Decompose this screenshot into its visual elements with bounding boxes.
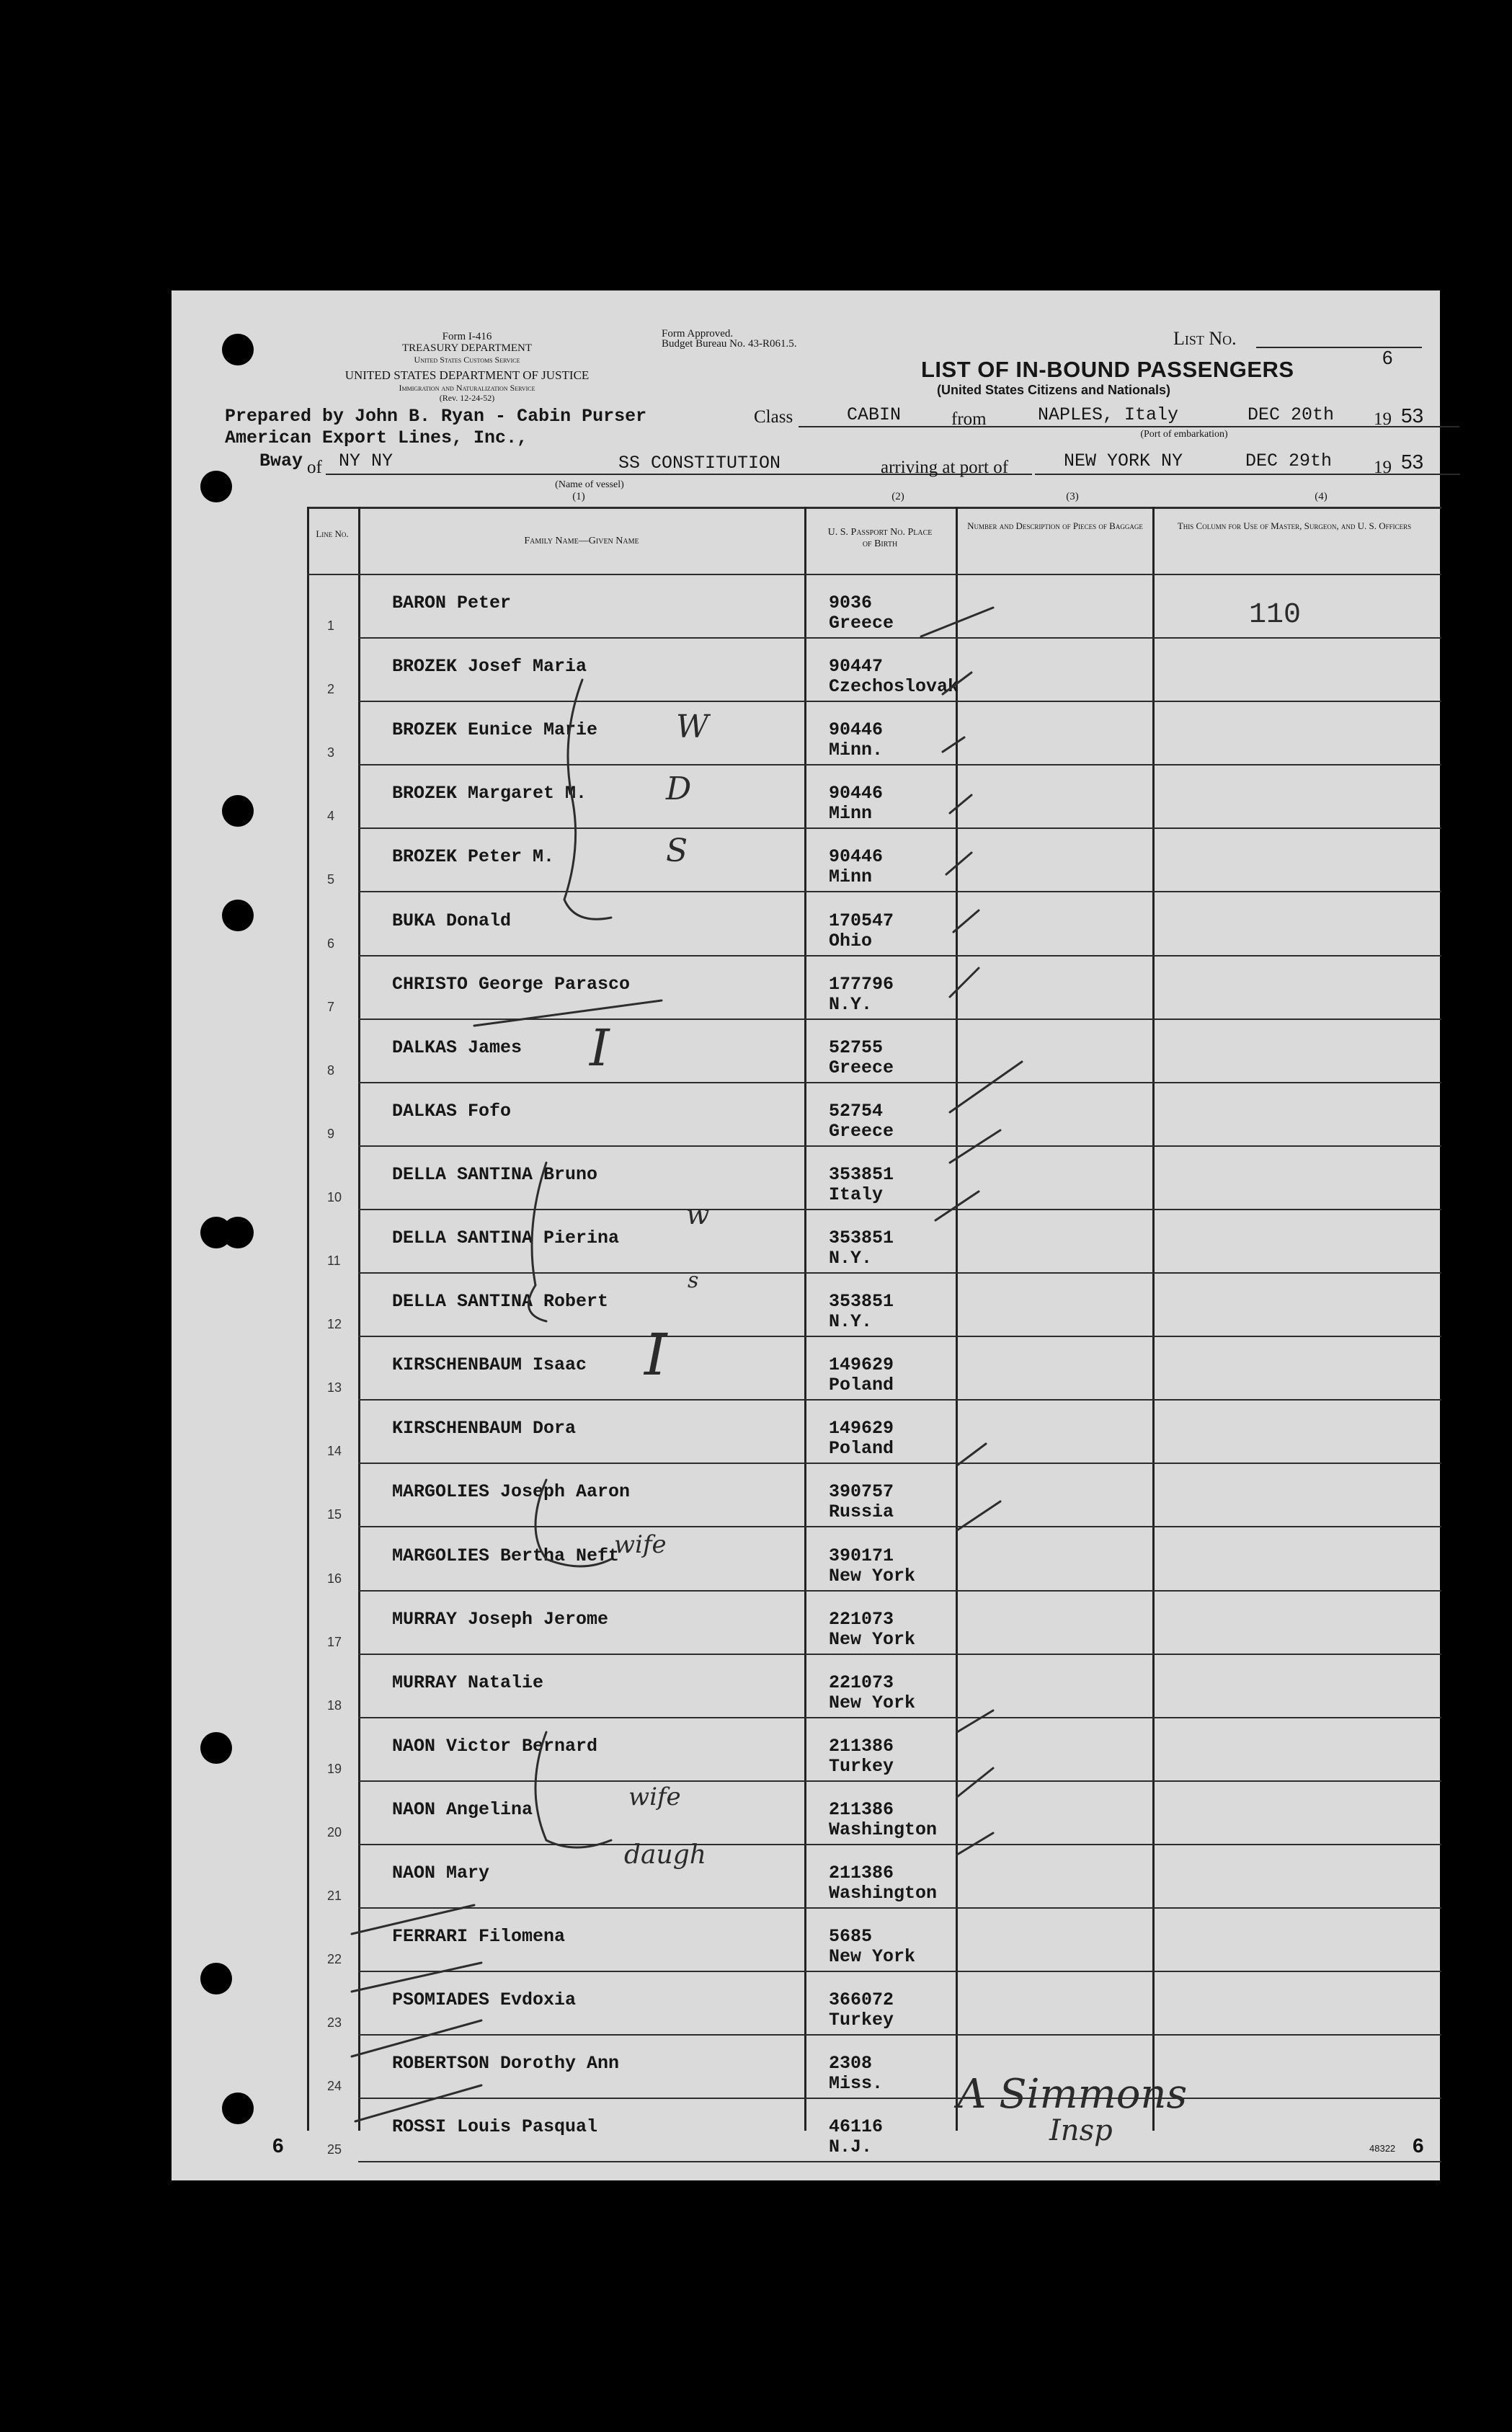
place-of-birth: Czechoslovak: [829, 676, 959, 698]
place-of-birth: N.J.: [829, 2136, 873, 2158]
place-of-birth: Minn.: [829, 740, 884, 761]
passenger-name: NAON Mary: [392, 1863, 490, 1883]
passport-number: 90446: [829, 719, 884, 741]
table-row: [307, 1083, 1441, 1147]
table-row: [307, 1210, 1441, 1274]
place-of-birth: New York: [829, 1946, 916, 1968]
relation-mark-s: S: [666, 833, 688, 869]
passport-number: 149629: [829, 1418, 894, 1439]
passenger-name: BUKA Donald: [392, 910, 512, 931]
list-no-underline: [1256, 347, 1422, 348]
prepared-by: Prepared by John B. Ryan - Cabin Purser: [225, 406, 647, 427]
line-number: 2: [327, 682, 335, 697]
passport-number: 9036: [829, 593, 873, 613]
line-number: 6: [327, 936, 335, 951]
place-of-birth: Miss.: [829, 2073, 884, 2095]
passport-number: 221073: [829, 1672, 894, 1693]
binder-hole: [222, 334, 254, 365]
table-row: [307, 829, 1441, 892]
relation-mark-d: D: [666, 771, 692, 807]
line-number: 5: [327, 872, 335, 887]
table-row: [307, 1972, 1441, 2036]
col-number-1: (1): [572, 491, 585, 502]
line-number: 7: [327, 999, 335, 1014]
form-revision: (Rev. 12-24-52): [439, 393, 495, 403]
line-number: 19: [327, 1761, 342, 1776]
line-number: 22: [327, 1952, 342, 1967]
line-number: 23: [327, 2015, 342, 2031]
justice-dept: UNITED STATES DEPARTMENT OF JUSTICE: [344, 368, 590, 382]
passport-number: 5685: [829, 1926, 873, 1948]
place-of-birth: New York: [829, 1628, 916, 1650]
table-row: [307, 1147, 1441, 1210]
line-number: 4: [327, 809, 335, 824]
passport-number: 390171: [829, 1545, 894, 1566]
col-number-3: (3): [1066, 491, 1079, 502]
footer-right-number: 6: [1413, 2134, 1424, 2157]
table-row: [307, 1528, 1441, 1592]
binder-hole: [200, 1217, 232, 1248]
binder-hole: [222, 2093, 254, 2124]
line-number: 11: [327, 1253, 341, 1268]
passport-number: 366072: [829, 1989, 894, 2011]
passenger-name: MURRAY Joseph Jerome: [392, 1608, 609, 1630]
passenger-name: DELLA SANTINA Pierina: [392, 1228, 620, 1248]
budget-bureau: Budget Bureau No. 43-R061.5.: [662, 338, 797, 350]
line-number: 16: [327, 1571, 342, 1586]
table-row: [307, 1274, 1441, 1337]
passenger-name: MARGOLIES Joseph Aaron: [392, 1481, 631, 1503]
year-prefix: 19: [1374, 409, 1392, 429]
year-prefix-2: 19: [1374, 458, 1392, 477]
table-row: [307, 1401, 1441, 1464]
passport-number: 52755: [829, 1037, 884, 1058]
line-number: 10: [327, 1189, 342, 1204]
from-label: from: [951, 409, 987, 429]
class-value: CABIN: [847, 404, 902, 425]
header-baggage: Number and Description of Pieces of Baggage: [967, 520, 1143, 531]
passport-number: 177796: [829, 973, 894, 995]
footer-code: 48322: [1369, 2143, 1396, 2154]
passenger-name: BROZEK Margaret M.: [392, 783, 587, 804]
line-number: 3: [327, 745, 335, 760]
place-of-birth: N.Y.: [829, 1248, 873, 1269]
place-of-birth: Greece: [829, 1057, 894, 1078]
table-row: [307, 1718, 1441, 1782]
passenger-name: DELLA SANTINA Robert: [392, 1291, 609, 1313]
passport-number: 353851: [829, 1228, 894, 1248]
relation-mark-w2: w: [686, 1199, 710, 1230]
col-number-2: (2): [891, 491, 904, 502]
passenger-name: MURRAY Natalie: [392, 1672, 544, 1693]
relation-mark-i2: I: [644, 1321, 667, 1388]
place-of-birth: Greece: [829, 613, 894, 634]
passport-number: 90446: [829, 846, 884, 868]
passport-number: 211386: [829, 1863, 894, 1883]
line-number: 17: [327, 1634, 342, 1649]
passport-number: 211386: [829, 1735, 894, 1757]
company-name: American Export Lines, Inc.,: [225, 427, 528, 448]
form-number: Form I-416: [442, 331, 492, 342]
table-row: [307, 1782, 1441, 1845]
line-number: 20: [327, 1824, 342, 1839]
passenger-name: BROZEK Josef Maria: [392, 656, 587, 678]
place-of-birth: Turkey: [829, 1755, 894, 1777]
list-no: 6: [1382, 347, 1393, 368]
col-number-4: (4): [1315, 491, 1328, 502]
year-value-2: 53: [1401, 451, 1424, 473]
table-row: [307, 1020, 1441, 1083]
relation-mark-i: I: [590, 1018, 610, 1078]
passenger-name: DALKAS James: [392, 1037, 522, 1058]
passenger-name: KIRSCHENBAUM Dora: [392, 1418, 577, 1439]
officer-signature: A Simmons: [957, 2071, 1188, 2118]
line-number: 1: [327, 618, 335, 633]
line-number: 24: [327, 2079, 342, 2094]
passport-number: 2308: [829, 2053, 873, 2074]
passenger-name: ROBERTSON Dorothy Ann: [392, 2053, 620, 2074]
passenger-name: FERRARI Filomena: [392, 1926, 566, 1948]
port-of-embarkation: NAPLES, Italy: [1038, 404, 1179, 425]
officer-count: 110: [1249, 599, 1302, 631]
place-of-birth: Greece: [829, 1120, 894, 1142]
binder-hole: [200, 1963, 232, 1994]
document-subtitle: (United States Citizens and Nationals): [937, 383, 1171, 397]
place-of-birth: Washington: [829, 1883, 938, 1904]
relation-mark-s2: s: [688, 1268, 699, 1293]
table-row: [307, 2099, 1441, 2162]
treasury-dept: TREASURY DEPARTMENT: [401, 342, 533, 354]
table-row: [307, 765, 1441, 829]
table-row: [307, 639, 1441, 702]
binder-hole: [222, 795, 254, 827]
passenger-name: ROSSI Louis Pasqual: [392, 2116, 598, 2138]
vessel-name: SS CONSTITUTION: [618, 453, 781, 474]
passenger-name: BARON Peter: [392, 593, 512, 613]
place-of-birth: N.Y.: [829, 993, 873, 1015]
address-city: NY NY: [339, 451, 393, 471]
place-of-birth: New York: [829, 1565, 916, 1586]
place-of-birth: Ohio: [829, 930, 873, 951]
header-name: Family Name—Given Name: [524, 536, 639, 546]
year-value: 53: [1401, 404, 1424, 427]
row-rule: [358, 2161, 1441, 2162]
of-label: of: [307, 458, 322, 477]
place-of-birth: Washington: [829, 1819, 938, 1840]
arriving-label: arriving at port of: [881, 458, 1009, 477]
binder-hole: [222, 900, 254, 931]
place-of-birth: Russia: [829, 1501, 894, 1523]
table-row: [307, 1464, 1441, 1527]
passport-number: 90447: [829, 656, 884, 678]
passenger-name: KIRSCHENBAUM Isaac: [392, 1354, 587, 1376]
table-row: [307, 1337, 1441, 1401]
port-embark-caption: (Port of embarkation): [1140, 429, 1228, 440]
passport-number: 353851: [829, 1163, 894, 1185]
place-of-birth: New York: [829, 1692, 916, 1713]
passenger-name: CHRISTO George Parasco: [392, 973, 631, 995]
table-row: [307, 957, 1441, 1020]
passport-number: 390757: [829, 1481, 894, 1503]
place-of-birth: N.Y.: [829, 1311, 873, 1333]
table-row: [307, 2036, 1441, 2099]
binder-hole: [200, 471, 232, 502]
passenger-name: DELLA SANTINA Bruno: [392, 1163, 598, 1185]
table-row: [307, 893, 1441, 957]
table-row: [307, 702, 1441, 765]
line-number: 8: [327, 1062, 335, 1078]
line-number: 14: [327, 1444, 342, 1459]
header-passport: U. S. Passport No. Place of Birth: [827, 527, 933, 549]
line-number: 15: [327, 1507, 342, 1522]
place-of-birth: Turkey: [829, 2010, 894, 2031]
place-of-birth: Poland: [829, 1375, 894, 1396]
place-of-birth: Italy: [829, 1184, 884, 1205]
table-row: [307, 1592, 1441, 1655]
line-number: 13: [327, 1380, 342, 1395]
arrival-underline: [1035, 474, 1460, 475]
binder-hole: [200, 1732, 232, 1764]
line-number: 25: [327, 2142, 342, 2157]
class-label: Class: [754, 407, 793, 427]
customs-service: United States Customs Service: [414, 355, 520, 365]
table-row: [307, 1845, 1441, 1909]
line-number: 12: [327, 1317, 342, 1332]
passport-number: 149629: [829, 1354, 894, 1376]
place-of-birth: Minn: [829, 803, 873, 825]
passenger-name: NAON Angelina: [392, 1798, 533, 1820]
header-line-no: Line No.: [316, 528, 349, 539]
passport-number: 170547: [829, 910, 894, 931]
passport-number: 46116: [829, 2116, 884, 2138]
form-approved: Form Approved.: [662, 328, 734, 339]
passport-number: 211386: [829, 1798, 894, 1820]
passport-number: 221073: [829, 1608, 894, 1630]
place-of-birth: Minn: [829, 866, 873, 888]
passenger-name: BROZEK Peter M.: [392, 846, 555, 868]
passenger-name: BROZEK Eunice Marie: [392, 719, 598, 741]
table-top-rule: [307, 507, 1441, 509]
line-number: 21: [327, 1889, 342, 1903]
table-row: [307, 1909, 1441, 1972]
list-no-label: List No.: [1173, 328, 1237, 349]
place-of-birth: Poland: [829, 1438, 894, 1460]
passenger-name: PSOMIADES Evdoxia: [392, 1989, 577, 2011]
header-officers: This Column for Use of Master, Surgeon, and U. S. Officers: [1177, 520, 1412, 531]
passenger-name: MARGOLIES Bertha Neft: [392, 1545, 620, 1566]
passenger-name: DALKAS Fofo: [392, 1100, 512, 1122]
departure-date: DEC 20th: [1248, 404, 1335, 425]
inspector-mark: Insp: [1049, 2114, 1113, 2147]
relation-mark-wife2: wife: [628, 1783, 681, 1811]
passport-number: 353851: [829, 1291, 894, 1313]
arrival-date: DEC 29th: [1245, 451, 1333, 471]
ins-service: Immigration and Naturalization Service: [399, 383, 535, 393]
table-row: [307, 1655, 1441, 1718]
address-bway: Bway: [259, 451, 303, 471]
vessel-caption: (Name of vessel): [555, 479, 624, 490]
manifest-page: [172, 290, 1440, 2180]
passport-number: 52754: [829, 1100, 884, 1122]
relation-mark-w: W: [676, 709, 709, 745]
passenger-name: NAON Victor Bernard: [392, 1735, 598, 1757]
line-number: 18: [327, 1697, 342, 1713]
relation-mark-daugh: daugh: [624, 1840, 706, 1870]
relation-mark-wife: wife: [614, 1530, 667, 1559]
passport-number: 90446: [829, 783, 884, 804]
arrival-port: NEW YORK NY: [1064, 451, 1183, 471]
footer-left-number: 6: [272, 2134, 284, 2157]
line-number: 9: [327, 1126, 335, 1141]
document-title: LIST OF IN-BOUND PASSENGERS: [921, 357, 1294, 382]
